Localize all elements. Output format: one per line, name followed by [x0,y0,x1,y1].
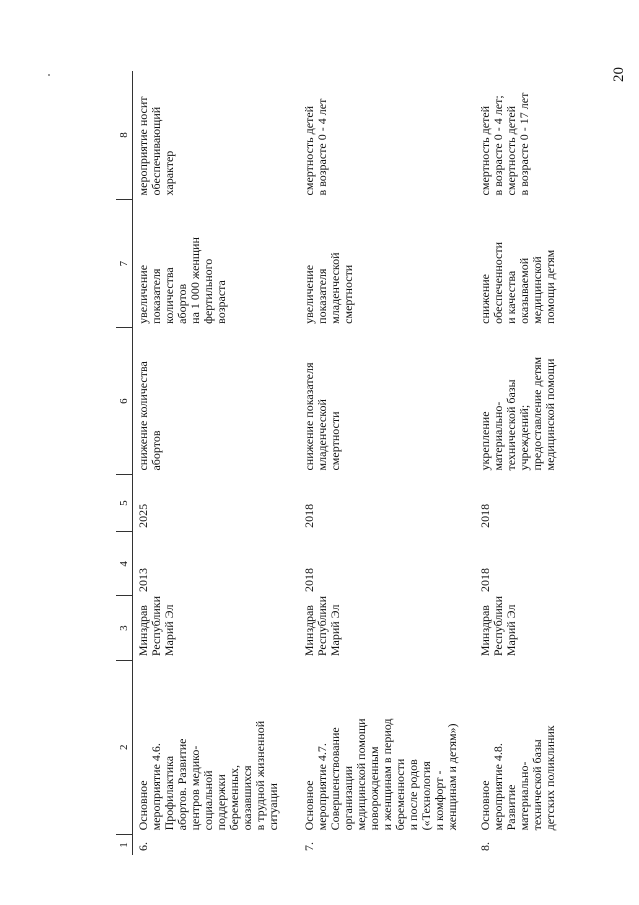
measure-cell-line: мероприятие 4.7. [315,743,329,831]
scan-speck [48,74,50,76]
measure-cell-line: поддержки [214,774,228,831]
measure-cell-line: новорожденным [367,746,381,831]
link-indicator-cell-line: смертность детей [302,105,316,196]
link-indicator-cell-line: характер [162,150,176,196]
measures-table [116,71,603,855]
consequence-indicator-cell-line: абортов [175,283,189,324]
measure-cell-line: («Технология [419,761,433,831]
consequence-indicator-cell-line: младенческой [328,252,342,324]
measure-cell-line: социальной [201,770,215,831]
consequence-indicator-cell-line: и качества [504,270,518,324]
measure-cell-line: Развитие [504,784,518,831]
link-indicator-cell-line: в возрасте 0 - 17 лет [517,92,531,196]
executor-cell [299,596,475,660]
consequence-indicator-cell [133,199,300,327]
header-col-8: 8 [116,71,133,199]
measure-cell-line: Основное [136,780,150,831]
expected-result-cell-line: материально- [491,401,505,471]
executor-cell-line: Республики [491,595,505,657]
link-indicator-cell-line: в возрасте 0 - 4 лет [315,98,329,196]
measure-cell-line: беременных, [227,764,241,831]
executor-cell-line: Республики [315,595,329,657]
consequence-indicator-cell-line: показателя [149,268,163,324]
consequence-indicator-cell-line: показателя [315,268,329,324]
consequence-indicator-cell-line: количества [162,267,176,324]
executor-cell-line: Минздрав [302,605,316,657]
measure-cell-line: материально- [517,761,531,831]
measure-cell-line: Профилактика [162,755,176,831]
link-indicator-cell-line: в возрасте 0 - 4 лет; [491,95,505,196]
end-year-cell: 2018 [302,503,316,528]
expected-result-cell [299,328,475,475]
measure-cell-line: мероприятие 4.8. [491,743,505,831]
measure-cell-line: Совершенствование [328,727,342,831]
measure-cell-line: и комфорт - [432,770,446,831]
header-col-6: 6 [116,328,133,475]
measure-cell-line: в трудной жизненной [253,720,267,831]
header-col-3: 3 [116,596,133,660]
consequence-indicator-cell-line: увеличение [302,264,316,324]
measure-cell-line: мероприятие 4.6. [149,743,163,831]
link-indicator-cell [133,71,300,199]
expected-result-cell [133,328,300,475]
expected-result-cell-line: укрепление [478,411,492,471]
executor-cell [475,596,603,660]
table-row [299,71,475,855]
consequence-indicator-cell-line: медицинской [530,256,544,324]
consequence-indicator-cell-line: обеспеченности [491,241,505,324]
executor-cell-line: Марий Эл [162,604,176,657]
consequence-indicator-cell-line: увеличение [136,264,150,324]
link-indicator-cell-line: обеспечивающий [149,106,163,196]
measure-cell [299,660,475,834]
rotated-table-container [116,71,606,855]
measure-cell-line: и женщинам в период [380,718,394,831]
measure-cell-line: Основное [302,780,316,831]
row-number: 8. [478,842,492,851]
header-col-5: 5 [116,475,133,532]
link-indicator-cell-line: мероприятие носит [136,96,150,196]
consequence-indicator-cell-line: на 1 000 женщин [188,237,202,324]
table-row [475,71,603,855]
executor-cell-line: Минздрав [478,605,492,657]
consequence-indicator-cell-line: помощи детям [543,249,557,324]
start-year-cell: 2013 [136,567,150,592]
link-indicator-cell [299,71,475,199]
page-number: 20 [611,67,627,82]
expected-result-cell-line: технической базы [504,379,518,471]
consequence-indicator-cell-line: фертильного [201,258,215,324]
expected-result-cell-line: предоставление детям [530,356,544,471]
measure-cell-line: ситуации [266,783,280,831]
consequence-indicator-cell-line: снижение [478,274,492,324]
expected-result-cell-line: снижение количества [136,361,150,471]
end-year-cell: 2025 [136,503,150,528]
executor-cell [133,596,300,660]
end-year-cell: 2018 [478,503,492,528]
measure-cell-line: центров медико- [188,745,202,831]
measure-cell [475,660,603,834]
expected-result-cell-line: медицинской помощи [543,358,557,471]
expected-result-cell-line: учреждений; [517,404,531,471]
consequence-indicator-cell [299,199,475,327]
start-year-cell: 2018 [478,567,492,592]
table-header-row [116,71,133,855]
row-number: 7. [302,842,316,851]
link-indicator-cell-line: смертность детей [478,105,492,196]
header-col-2: 2 [116,660,133,834]
measure-cell-line: оказавшихся [240,765,254,831]
measure-cell-line: женщинам и детям») [445,723,459,831]
row-number: 6. [136,842,150,851]
expected-result-cell-line: младенческой [315,399,329,471]
executor-cell-line: Минздрав [136,605,150,657]
executor-cell-line: Марий Эл [504,604,518,657]
measure-cell-line: абортов. Развитие [175,738,189,831]
expected-result-cell-line: снижение показателя [302,362,316,471]
measure-cell-line: организации [341,765,355,831]
measure-cell [133,660,300,834]
measure-cell-line: медицинской помощи [354,718,368,831]
executor-cell-line: Республики [149,595,163,657]
header-col-1: 1 [116,834,133,855]
expected-result-cell [475,328,603,475]
link-indicator-cell-line: смертность детей [504,105,518,196]
expected-result-cell-line: абортов [149,430,163,471]
header-col-4: 4 [116,532,133,596]
header-col-7: 7 [116,199,133,327]
start-year-cell: 2018 [302,567,316,592]
measure-cell-line: детских поликлиник [543,725,557,831]
measure-cell-line: технической базы [530,739,544,831]
measure-cell-line: Основное [478,780,492,831]
consequence-indicator-cell-line: возраста [214,280,228,324]
table-row [133,71,300,855]
measure-cell-line: беременности [393,758,407,831]
consequence-indicator-cell-line: смертности [341,264,355,324]
consequence-indicator-cell [475,199,603,327]
executor-cell-line: Марий Эл [328,604,342,657]
measure-cell-line: и после родов [406,759,420,831]
link-indicator-cell [475,71,603,199]
expected-result-cell-line: смертности [328,411,342,471]
consequence-indicator-cell-line: оказываемой [517,257,531,324]
